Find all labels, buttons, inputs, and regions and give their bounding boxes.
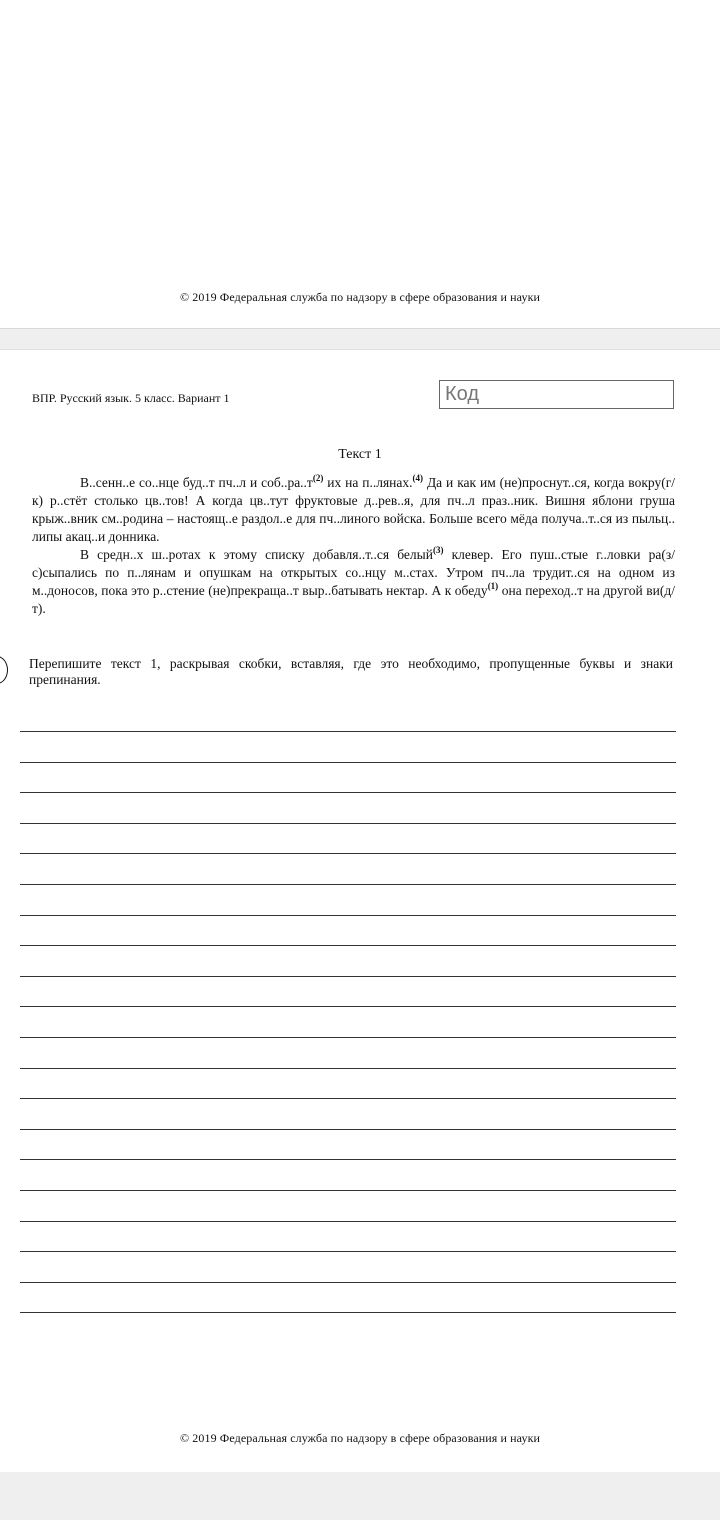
footnote-marker: (2) xyxy=(312,473,324,483)
answer-line[interactable] xyxy=(20,1312,676,1313)
header-title: ВПР. Русский язык. 5 класс. Вариант 1 xyxy=(32,391,230,405)
footnote-marker: (1) xyxy=(487,581,499,591)
answer-line[interactable] xyxy=(20,884,676,885)
code-field[interactable]: Код xyxy=(439,380,674,409)
answer-line[interactable] xyxy=(20,1006,676,1007)
answer-line[interactable] xyxy=(20,915,676,916)
answer-line[interactable] xyxy=(20,1068,676,1069)
answer-line[interactable] xyxy=(20,792,676,793)
answer-line[interactable] xyxy=(20,1221,676,1222)
answer-line[interactable] xyxy=(20,823,676,824)
answer-line[interactable] xyxy=(20,1282,676,1283)
footnote-marker: (4) xyxy=(412,473,424,483)
copyright-footer: © 2019 Федеральная служба по надзору в сфере образования и науки xyxy=(179,1431,541,1445)
footnote-marker: (3) xyxy=(432,545,444,555)
answer-line[interactable] xyxy=(20,853,676,854)
answer-line[interactable] xyxy=(20,1098,676,1099)
task-instruction: Перепишите текст 1, раскрывая скобки, вставляя, где это необходимо, пропущенные буквы и знаки препинания. xyxy=(29,656,673,687)
answer-line[interactable] xyxy=(20,1251,676,1252)
answer-line[interactable] xyxy=(20,976,676,977)
text-title: Текст 1 xyxy=(338,447,382,462)
answer-line[interactable] xyxy=(20,1129,676,1130)
passage xyxy=(32,474,675,618)
answer-line[interactable] xyxy=(20,1159,676,1160)
answer-line[interactable] xyxy=(20,731,676,732)
previous-page xyxy=(0,0,720,329)
worksheet-page xyxy=(0,349,720,1472)
answer-line[interactable] xyxy=(20,762,676,763)
copyright-footer: © 2019 Федеральная служба по надзору в сфере образования и науки xyxy=(179,290,541,304)
answer-line[interactable] xyxy=(20,1190,676,1191)
answer-line[interactable] xyxy=(20,1037,676,1038)
paragraph-2: В средн..х ш..ротах к этому списку добавля..т..ся белый$^{(3)}$ клевер. Его пуш..стые г..ловки ра(з/с)сыпались по п..лянам и опушкам на открытых со..нцу м..стах. Утром пч..ла трудит..ся на одном из м..доносов, пока это р..стение (не)прекраща..т выр..батывать нектар. А к обеду$^{(1)}$ она переход..т на другой ви(д/т). xyxy=(32,545,676,616)
answer-line[interactable] xyxy=(20,945,676,946)
task-number-circle xyxy=(0,656,8,684)
paragraph-1: В..сенн..е со..нце буд..т пч..л и $соб..ра..т^{(2)}$ их на п..лянах.$^{(4)}$ Да и как им (не)проснут..ся, когда вокру(г/к) р..стёт столько цв..тов! А когда цв..тут фруктовые д..рев..я, для пч..л праз..ник. Вишня яблони груша крыж..вник см..родина – настоящ..е раздол..е для пч..линого войска. Больше всего мёда получа..т..ся из пыльц.. липы акац..и донника. xyxy=(32,473,675,544)
